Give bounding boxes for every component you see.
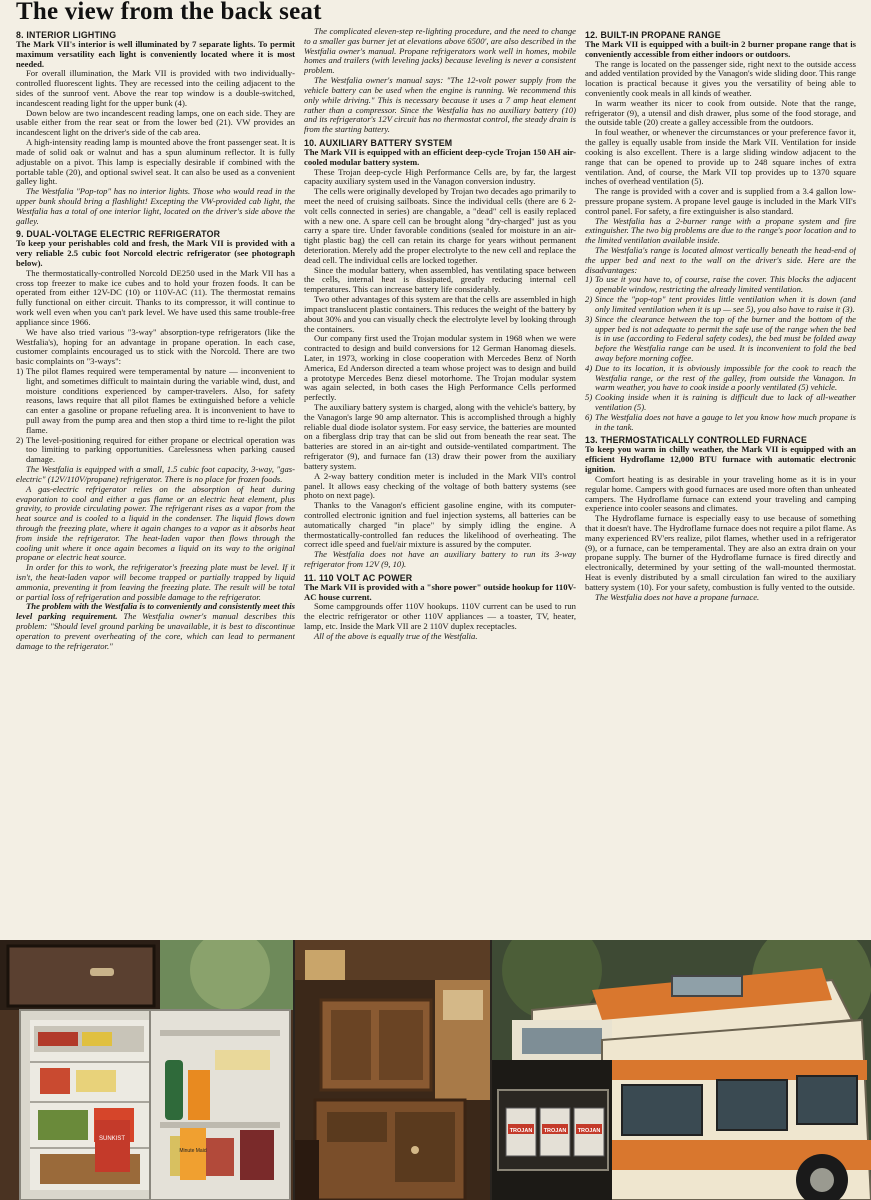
section-heading: 10. AUXILIARY BATTERY SYSTEM [304, 137, 453, 148]
list-item-number: 1) [16, 365, 24, 376]
list-item-number: 2) [16, 434, 24, 445]
lead-paragraph: To keep your perishables cold and fresh, the Mark VII is provided with a very reliable 2.5 cubic foot Norcold electric refrigerator (see photograph below). [16, 238, 295, 269]
list-item-text: To use it you have to, of course, raise the cover. This blocks the adjacent openable window, restricting the already limited ventilation. [595, 274, 856, 295]
battery-label: TROJAN [577, 1128, 601, 1134]
numbered-list [585, 275, 856, 432]
list-item [585, 392, 856, 413]
list-item-text: The pilot flames required were temperamental by nature — inconvenient to light, and sometimes difficult to maintain during the variable wind, dust, and moisture conditions experienced by camper-travelers. Also, for safety reasons, laws require that all pilot flames be extinguished before a vehicle can enter a gasoline or propane refueling area. It is inconvenient to have to pull away from the pump area and then stop a third time to re-light the pilot flame. [26, 365, 295, 435]
section-heading: 12. BUILT-IN PROPANE RANGE [585, 30, 721, 40]
list-item-text: Since the "pop-top" tent provides little ventilation when it is down (and only limited ventilation when it is up — see 5), you also have to raise it (3). [595, 294, 856, 314]
body-paragraph: For overall illumination, the Mark VII is provided with two individually-controlled fluorescent lights. They are recessed into the ceiling adjacent to the sides of the sunroof vent. Above the rear top window is a double-switched, incandescent reading light for the upper bunk (4). [16, 68, 295, 108]
refrigerator-illustration [0, 940, 293, 1200]
lead-paragraph: The Mark VII is equipped with a built-in 2 burner propane range that is conveniently accessible from either indoors or outdoors. [585, 38, 856, 59]
text-column-3 [585, 27, 856, 935]
westfalia-note: The Westfalia owner's manual says: "The 12-volt power supply from the vehicle battery can be used when the engine is running. We recommend this only while driving." This is necessary because it uses a 7 amp heat element rather than a compressor. Since the Westfalia has no auxiliary battery (10) and its refrigerator's 12V circuit has no thermostat control, the steady drain is from the starting battery. [304, 75, 576, 135]
list-item-text: The level-positioning required for either propane or electrical operation was too limiting to parking opportunities. Carelessness when parking caused damage. [26, 434, 295, 465]
body-paragraph: Since the modular battery, when assembled, has ventilating space between the cells, internal heat is dissipated, greatly reducing internal cell temperatures. This can increase battery life considerably. [304, 264, 576, 295]
battery-label: TROJAN [509, 1128, 533, 1134]
sunkist-box [95, 1120, 130, 1172]
body-paragraph: We have also tried various "3-way" absorption-type refrigerators (like the Westfalia's), hoping for an advantage in propane operation. In each case, customer complaints encouraged us to stick with the Norcold. There are two basic complaints on "3-ways": [16, 326, 295, 367]
body-paragraph: A high-intensity reading lamp is mounted above the front passenger seat. It is made of solid oak or walnut and has a spun aluminum reflector. It is fully adjustable on a pivot. This lamp is especially desirable if combined with the portable table (20), and optional swivel seat. It can also be used as a convenient galley light. [16, 137, 295, 187]
list-item [585, 294, 856, 315]
westfalia-note: The Westfalia is equipped with a small, 1.5 cubic foot capacity, 3-way, "gas-electric" (12V/110V/propane) refrigerator. There is no place for frozen foods. [16, 464, 295, 484]
body-paragraph: Our company first used the Trojan modular system in 1968 when we were contracted to design and build conversions for 12 German Hanomag diesels. Later, in 1973, working in close cooperation with Mercedes Benz of North America, Ed Anderson directed a team whose project was to design and build a prototype Mercedes Benz diesel motorhome. The Trojan modular system was again selected, in both cases the High Performance Cells performed perfectly. [304, 333, 576, 403]
lead-paragraph: To keep you warm in chilly weather, the Mark VII is equipped with an efficient Hydroflame 12,000 BTU furnace with automatic electronic ignition. [585, 444, 856, 475]
section-heading: 8. INTERIOR LIGHTING [16, 30, 117, 40]
westfalia-note: The Westfalia has a 2-burner range with a propane system and fire extinguisher. The two big problems are due to the range's poor location and to the limited ventilation available inside. [585, 215, 856, 246]
section-heading: 13. THERMOSTATICALLY CONTROLLED FURNACE [585, 435, 808, 446]
cabinet-illustration [295, 940, 490, 1200]
list-item-number: 4) [585, 362, 593, 373]
westfalia-note: A gas-electric refrigerator relies on the absorption of heat during evaporation to cool and either a gas flame or an electric heat element, plus gravity, to provide circulating power. The refrigerant rises as a vapor from the heat source and is cooled to a liquid in the condenser. The liquid flows down through the freezing plate, where it again changes to a vapor as it absorbs heat from inside the refrigerator. The heat-laden vapor then flows through the cooling unit where it once again becomes a liquid on its way to the original propane or electric heat source. [16, 483, 295, 563]
list-item-number: 5) [585, 392, 593, 403]
lead-paragraph: The Mark VII's interior is well illuminated by 7 separate lights. To permit maximum versatility each light is conveniently located where it is most needed. [16, 38, 295, 69]
body-paragraph: Two other advantages of this system are that the cells are assembled in high impact translucent plastic containers. This reduces the weight of the battery by about 30% and you can visually check the electrolyte level by looking through the containers. [304, 294, 576, 334]
list-item-number: 1) [585, 274, 593, 285]
body-paragraph: A 2-way battery condition meter is included in the Mark VII's control panel. It allows easy checking of the voltage of both battery systems (see photo on next page). [304, 470, 576, 501]
lead-paragraph: The Mark VII is provided with a "shore power" outside hookup for 110V-AC house current. [304, 581, 576, 602]
list-item [16, 434, 295, 465]
body-paragraph: Thanks to the Vanagon's efficient gasoline engine, with its computer-controlled electronic ignition and fuel injection systems, all batteries can be automatically charged "in place" by simply idling the engine. A thermostatically-controlled fan reduces the likelihood of overheating. The correct idle speed and fuel/air mixture is assured by the computer. [304, 500, 576, 550]
list-item-number: 2) [585, 294, 593, 305]
list-item [585, 362, 856, 393]
photo-strip [0, 940, 871, 1200]
list-item [585, 411, 856, 433]
body-paragraph: The cells were originally developed by Trojan two decades ago primarily to meet the need of cruising sailboats. Since the individual cells (there are 6 2-volt cells connected in series) are changable, a "dead" cell is easily replaced with a new one. A spare cell can be brought along "dry-charged" just as you carry a spare tire. Under favorable conditions (sealed for moisture in an air-tight plastic bag) the cell can retain its charge for years without permanent deterioration. Merely add the proper electrolyte to the new cell and replace the dead cell. The individual cells are locked together. [304, 186, 576, 265]
body-paragraph: Down below are two incandescent reading lamps, one on each side. They are usable either from the rear seat or from the lower bed (21). VW provides an incandescent light on the driver's side of the cab area. [16, 107, 295, 138]
westfalia-note: The Westfalia's range is located almost vertically beneath the head-end of the upper bed and next to the wall on the driver's side. Here are the disadvantages: [585, 245, 856, 275]
carton-label: Minute Maid [179, 1148, 207, 1154]
body-paragraph: The thermostatically-controlled Norcold DE250 used in the Mark VII has a cross top freezer to make ice cubes and to hold your frozen foods. It can be operated from either 12V-DC (10) or 110V-AC (11). The thermostat remains fully functional on either circuit. Thanks to its compressor, it will continue to work well even when you can't park level. We have used this same trouble-free appliance since 1966. [16, 267, 295, 327]
text-column-2 [304, 27, 576, 935]
body-paragraph: Some campgrounds offer 110V hookups. 110V current can be used to run the electric refrigerator or other 110V appliances — a toaster, TV, heater, lamp, etc. Inside the Mark VII are 2 110V duplex receptacles. [304, 601, 576, 632]
list-item-text: Due to its location, it is obviously impossible for the cook to reach the Westfalia range, or the rest of the galley, from outside the Vanagon. In warm weather, you have to cook inside a poorly ventilated (5) vehicle. [595, 362, 856, 393]
list-item-text: Cooking inside when it is raining is difficult due to lack of all-weather ventilation (5). [595, 392, 856, 413]
numbered-list [16, 367, 295, 465]
emphasis-text: The problem with the Westfalia is to conveniently and consistently meet this level parking requirement. [16, 601, 295, 622]
body-paragraph: In foul weather, or whenever the circumstances or your preference favor it, the galley is equally usable from inside the Mark VII. Ventilation for inside cooking is also excellent. There is a large sliding window adjacent to the range that can be opened to provide up to 248 square inches of extra ventilation. And, of course, the Mark VII top provides up to 1370 square inches of overhead ventilation (5). [585, 127, 856, 187]
refrigerator-photo [0, 940, 293, 1200]
list-item-number: 6) [585, 411, 593, 422]
van-exterior-photo [492, 940, 871, 1200]
list-item [16, 365, 295, 436]
box-label: SUNKIST [98, 1136, 126, 1142]
westfalia-note: The Westfalia does not have an auxiliary battery to run its 3-way refrigerator from 12V (9, 10). [304, 549, 576, 570]
body-paragraph: The Hydroflame furnace is especially easy to use because of something that it doesn't have. The Hydroflame furnace does not require a pilot flame. As many experienced RV'ers realize, pilot flames, whether used in a refrigerator (9), or a furnace, can be temperamental. They are also an extra drain on your propane supply. The burner of the Hydroflame furnace is fired directly and electronically, determined by your setting of the wall-mounted thermostat. Heat is evenly distributed by a small circulation fan wired to the auxiliary battery system (10). For your safety, combustion is fully vented to the outside. [585, 513, 856, 592]
list-item [585, 313, 856, 364]
van-illustration [492, 940, 871, 1200]
lead-paragraph: The Mark VII is equipped with an efficient deep-cycle Trojan 150 AH air-cooled modular battery system. [304, 146, 576, 167]
body-paragraph: Comfort heating is as desirable in your traveling home as it is in your regular home. Campers with good furnaces are used more often than unheated campers. The Hydroflame furnace can extend your traveling and camping experience into cooler seasons and climates. [585, 473, 856, 514]
westfalia-note: In order for this to work, the refrigerator's freezing plate must be level. If it isn't, the heat-laden vapor will become trapped or partially trapped by liquid ammonia, preventing it from leaving the freezing plate. The result will be total or partial loss of refrigeration and possible damage to the refrigerator. [16, 562, 295, 602]
list-item [585, 274, 856, 295]
body-paragraph: These Trojan deep-cycle High Performance Cells are, by far, the largest capacity auxiliary system used in the Vanagon conversion industry. [304, 166, 576, 187]
page-title: The view from the back seat [16, 0, 322, 25]
westfalia-note: All of the above is equally true of the Westfalia. [314, 630, 478, 641]
body-paragraph: The range is provided with a cover and is supplied from a 3.4 gallon low-pressure propane system. A propane level gauge is included in the Mark VII's control panel. For safety, a fire extinguisher is also standard. [585, 186, 856, 216]
juice-carton [180, 1128, 206, 1180]
body-paragraph: The range is located on the passenger side, right next to the outside access and added ventilation provided by the Vanagon's wide sliding door. This range location is practical because it gives you the versatility of being able to conveniently cook meals in all kinds of weather. [585, 58, 856, 99]
section-heading: 11. 110 VOLT AC POWER [304, 572, 413, 583]
list-item-text: Since the clearance between the top of the burner and the bottom of the upper bed is not adequate to permit the safe use of the range when the bed is in use (according to Federal safety codes), the bed must be folded away before the Westfalia range can be used. It is inconvenient to fold the bed away before morning coffee. [595, 313, 856, 363]
section-heading: 9. DUAL-VOLTAGE ELECTRIC REFRIGERATOR [16, 229, 221, 240]
battery-label: TROJAN [543, 1128, 567, 1134]
interior-cabinet-photo [295, 940, 490, 1200]
body-paragraph: In warm weather its nicer to cook from outside. Note that the range, refrigerator (9), a utensil and dish drawer, plus some of the food storage, and the outside table (20) create a galley accessible from the outdoors. [585, 97, 856, 128]
text-column-1 [16, 27, 295, 935]
westfalia-note: The Westfalia does not have a propane furnace. [595, 591, 760, 602]
list-item-number: 3) [585, 313, 593, 324]
westfalia-note: The complicated eleven-step re-lighting procedure, and the need to change to a smaller gas burner jet at elevations above 6500', are also described in the Westfalia owner's manual. Propane refrigerators work well in homes, mobile homes and trailers (with leveling jacks) because leveling is never a consistent problem. [304, 27, 576, 76]
westfalia-note: The Westfalia "Pop-top" has no interior lights. Those who would read in the upper bunk should bring a flashlight! Excepting the VW-provided cab light, the Westfalia has a total of one interior light, located on the driver's side above the galley. [16, 186, 295, 226]
body-paragraph: The auxiliary battery system is charged, along with the vehicle's battery, by the Vanagon's large 90 amp alternator. This is accomplished through a highly reliable dual diode isolator system. For easy service, the batteries are mounted on a fiberglass drip tray that can be slid out from beneath the rear seat. The batteries are stored in an air-tight and outside-ventilated compartment. The refrigerator (9), and furnace fan (13) draw their power from the auxiliary battery system. [304, 402, 576, 471]
note-text: The Westfalia owner's manual describes this problem: "Should level ground parking be unavailable, it is best to discontinue operation to prevent overheating of the core, which can lead to permanent damage to the refrigerator." [16, 611, 295, 651]
list-item-text: The Westfalia does not have a gauge to let you know how much propane is in the tank. [595, 411, 856, 432]
westfalia-note [16, 602, 295, 651]
